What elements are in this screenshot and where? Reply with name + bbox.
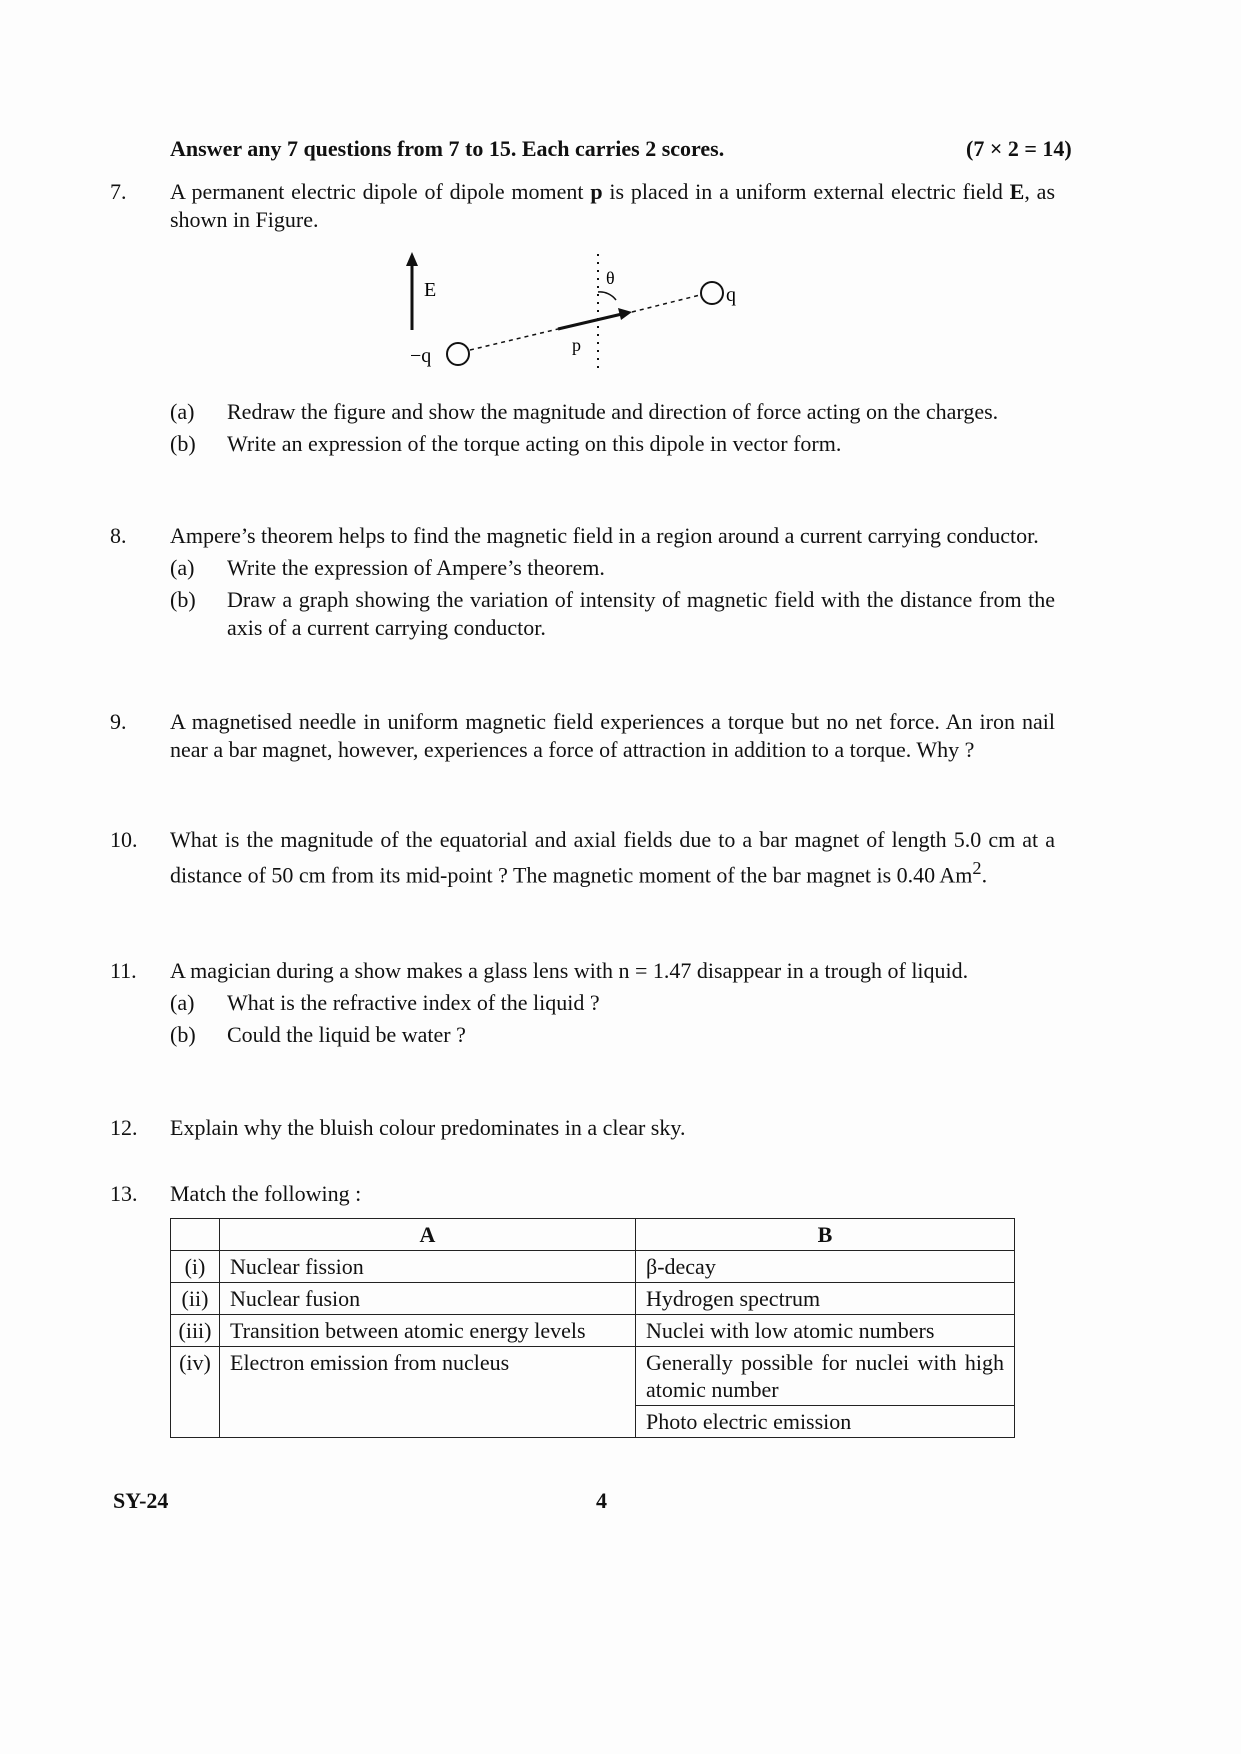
dipole-moment-arrowhead [618,308,632,320]
header-column-a: A [220,1219,636,1251]
dipole-axis-dashed-2 [632,295,700,312]
dipole-figure [400,250,780,400]
section-instruction: Answer any 7 questions from 7 to 15. Each carries 2 scores. [170,136,725,161]
question-number: 13. [110,1181,138,1206]
dipole-axis-dashed [470,329,558,350]
dipole-moment-label: p [572,335,581,355]
question-9 [110,708,1055,764]
question-text: Ampere’s theorem helps to find the magnetic field in a region around a current carrying conductor. [170,523,1039,548]
column-a-cell: Transition between atomic energy levels [220,1315,636,1347]
question-8 [110,522,1055,642]
question-text: What is the magnitude of the equatorial and axial fields due to a bar magnet of length 5.0 cm at a distance of 50 cm from its mid-point ? The magnetic moment of the bar magnet is 0.40 Am$^2$. [170,827,1055,888]
header-blank [171,1219,220,1251]
question-text: Explain why the bluish colour predominates in a clear sky. [170,1115,686,1140]
column-b-cell: Generally possible for nuclei with high atomic number [636,1347,1015,1406]
positive-charge-label: q [726,284,736,306]
row-number: (iii) [171,1315,220,1347]
part-a: (a) What is the refractive index of the liquid ? [170,990,600,1015]
field-label: E [424,279,437,301]
question-number: 10. [110,827,138,852]
column-b-cell: Hydrogen spectrum [636,1283,1015,1315]
theta-arc [598,292,616,300]
positive-charge [701,282,723,304]
question-13 [110,1180,1055,1208]
question-number: 12. [110,1115,138,1140]
table-header-row [171,1219,1015,1251]
question-number: 8. [110,523,127,548]
field-arrowhead [406,252,418,266]
header-column-b: B [636,1219,1015,1251]
row-number: (i) [171,1251,220,1283]
part-b: (b) Draw a graph showing the variation of intensity of magnetic field with the distance from the axis of a current carrying conductor. [170,587,1055,640]
row-number: (ii) [171,1283,220,1315]
question-7-parts [110,398,1055,458]
column-a-cell: Nuclear fusion [220,1283,636,1315]
question-text: A magician during a show makes a glass lens with n = 1.47 disappear in a trough of liquid. [170,958,969,983]
column-b-cell-extra: Photo electric emission [636,1406,1015,1438]
table-row [171,1347,1015,1406]
question-7 [110,178,1055,234]
match-table [170,1218,1015,1438]
question-number: 7. [110,179,127,204]
negative-charge [447,343,469,365]
table-row [171,1283,1015,1315]
question-10 [110,826,1055,889]
section-score: (7 × 2 = 14) [966,136,1072,161]
dipole-moment-vector [558,314,622,329]
part-b: (b) Write an expression of the torque acting on this dipole in vector form. [170,431,842,456]
part-a: (a) Redraw the figure and show the magnitude and direction of force acting on the charges. [170,399,999,424]
page-number: 4 [596,1488,607,1513]
theta-label: θ [606,268,615,288]
question-text: Match the following : [170,1181,362,1206]
column-a-cell: Nuclear fission [220,1251,636,1283]
column-a-cell: Electron emission from nucleus [220,1347,636,1438]
question-number: 9. [110,709,127,734]
table-row [171,1251,1015,1283]
question-11 [110,957,1055,1049]
column-b-cell: Nuclei with low atomic numbers [636,1315,1015,1347]
question-12 [110,1114,1055,1142]
question-text: A magnetised needle in uniform magnetic field experiences a torque but no net force. An iron nail near a bar magnet, however, experiences a force of attraction in addition to a torque. Why ? [170,709,1055,762]
part-a: (a) Write the expression of Ampere’s theorem. [170,555,605,580]
column-b-cell: β-decay [636,1251,1015,1283]
table-row [171,1315,1015,1347]
paper-code: SY-24 [113,1488,169,1513]
row-number: (iv) [171,1347,220,1438]
question-number: 11. [110,958,137,983]
part-b: (b) Could the liquid be water ? [170,1022,466,1047]
negative-charge-label: −q [410,345,432,367]
question-text: A permanent electric dipole of dipole moment p is placed in a uniform external electric field E, as shown in Figure. [170,179,1056,232]
